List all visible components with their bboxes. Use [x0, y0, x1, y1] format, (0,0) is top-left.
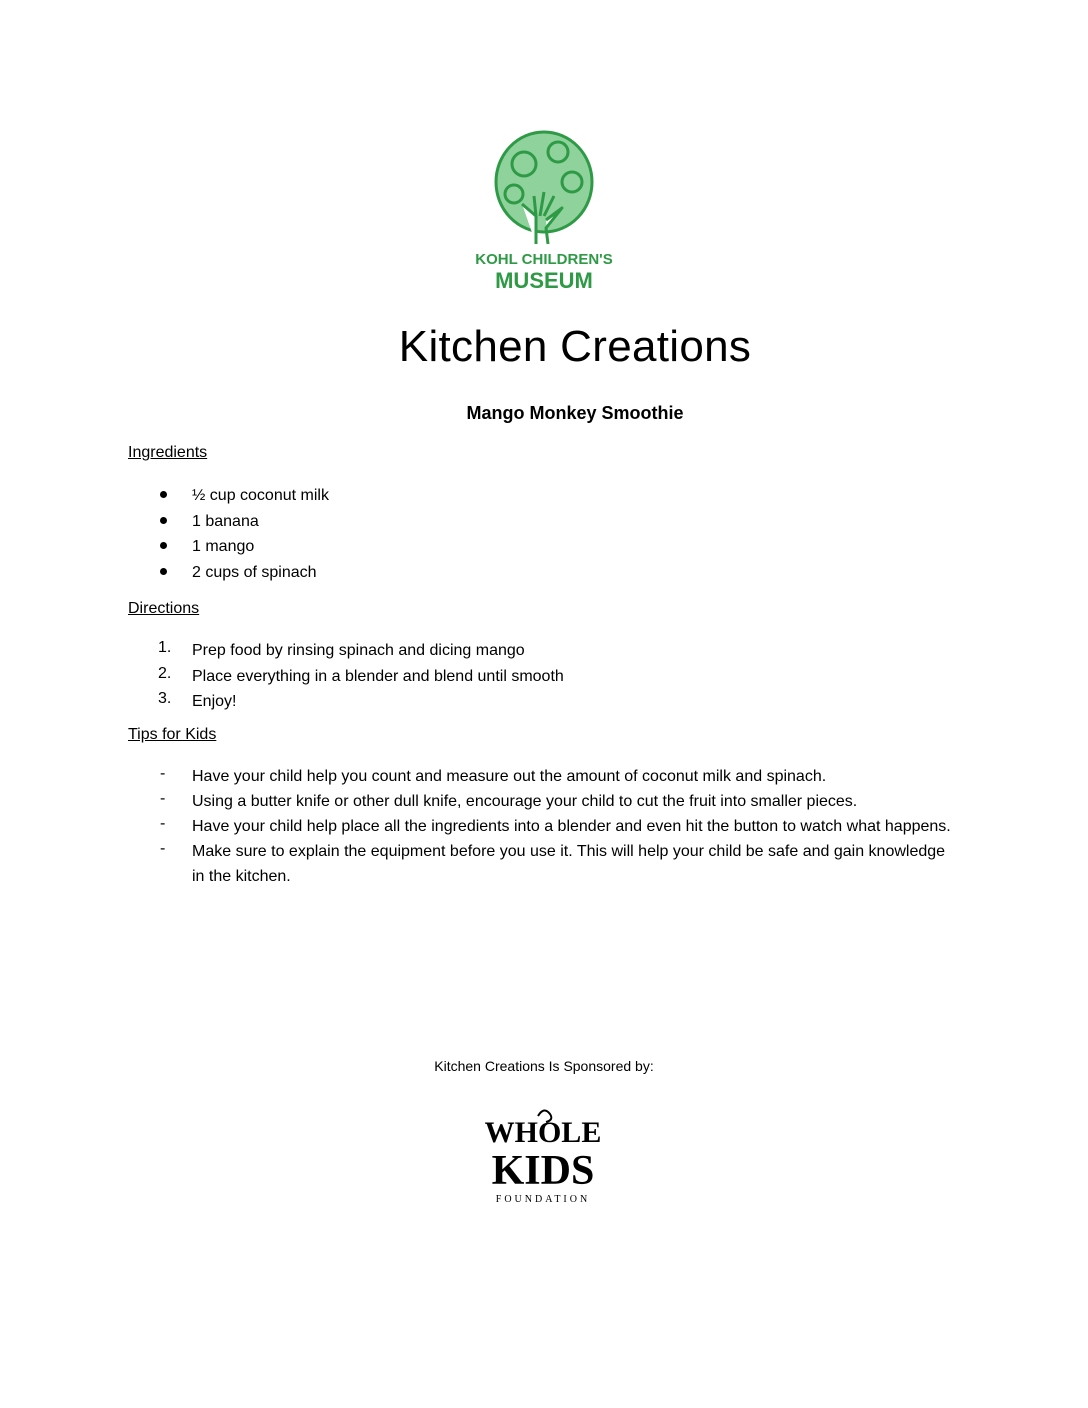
logo-text-line1: KOHL CHILDREN'S [475, 251, 613, 268]
whole-kids-foundation-logo [480, 1102, 606, 1206]
logo-text-line2: MUSEUM [495, 268, 593, 293]
directions-heading: Directions [128, 600, 200, 617]
recipe-name: Mango Monkey Smoothie [466, 403, 684, 423]
bullet-icon [160, 517, 167, 524]
bullet-icon [160, 568, 167, 575]
bullet-icon [160, 491, 167, 498]
list-item: - Make sure to explain the equipment before you use it. This will help your child be safe and gain knowledge in the kitchen. [160, 840, 946, 885]
tips-heading: Tips for Kids [128, 726, 217, 743]
page-title: Kitchen Creations [398, 322, 752, 371]
kohl-childrens-museum-logo [474, 124, 614, 296]
list-item: - Have your child help place all the ingredients into a blender and even hit the button to watch what happens. [160, 815, 951, 835]
list-item: - Have your child help you count and measure out the amount of coconut milk and spinach. [160, 765, 827, 785]
ingredients-heading: Ingredients [128, 444, 208, 461]
logo-text-foundation: FOUNDATION [495, 1194, 591, 1205]
bullet-icon [160, 542, 167, 549]
sponsor-label: Kitchen Creations Is Sponsored by: [434, 1058, 654, 1074]
tree-icon [496, 132, 592, 244]
logo-text-whole: WHOLE [484, 1116, 602, 1149]
tips-list [0, 765, 951, 890]
logo-text-kids: KIDS [491, 1148, 595, 1194]
list-item: - Using a butter knife or other dull knife, encourage your child to cut the fruit into smaller pieces. [160, 790, 858, 810]
